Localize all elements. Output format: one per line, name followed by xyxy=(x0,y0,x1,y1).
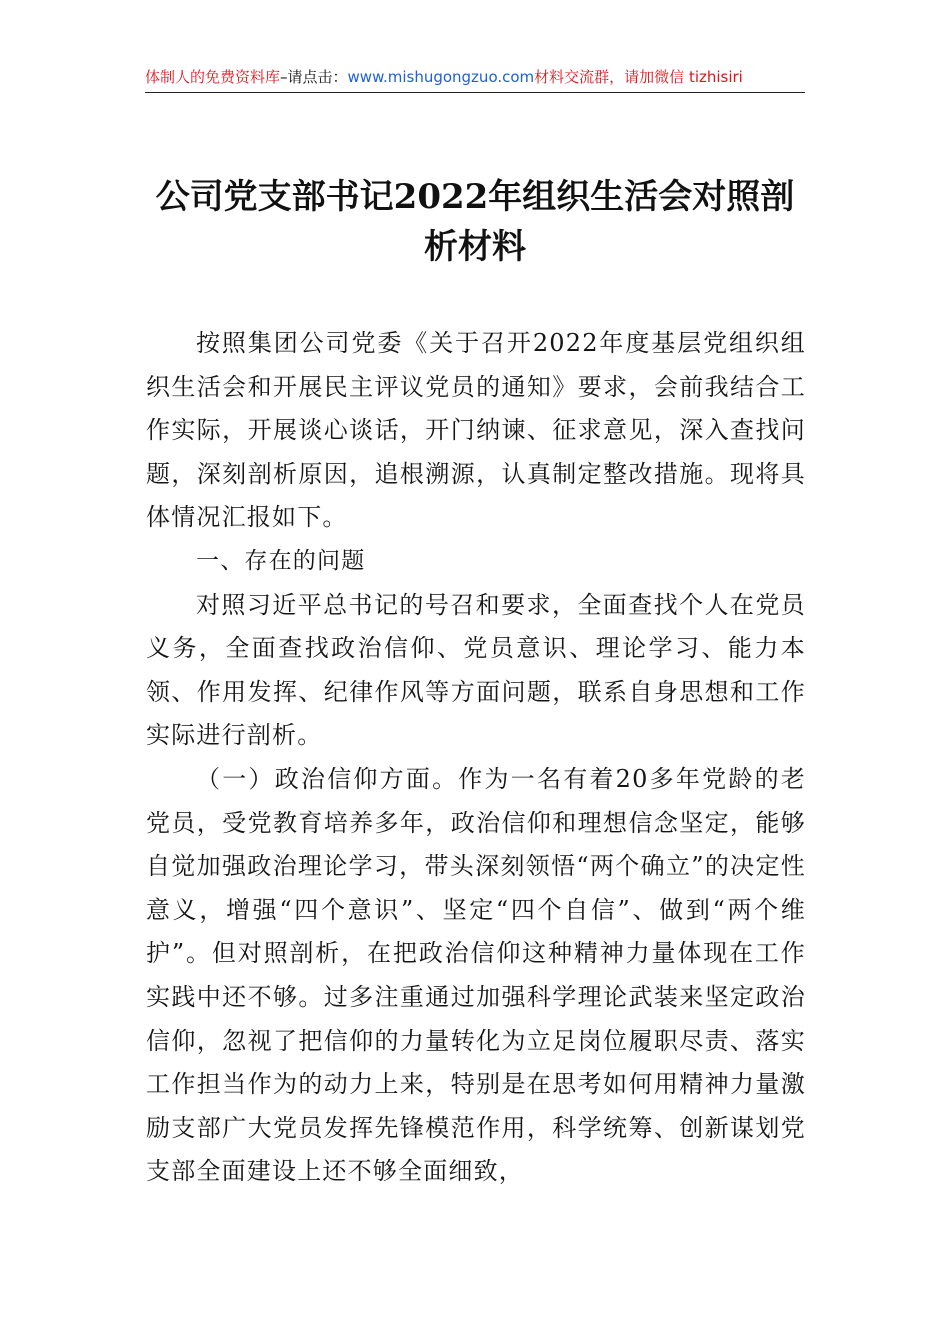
header-prompt: –请点击： xyxy=(280,68,348,86)
paragraph-intro: 按照集团公司党委《关于召开2022年度基层党组织组织生活会和开展民主评议党员的通知》要求，会前我结合工作实际，开展谈心谈话，开门纳谏、征求意见，深入查找问题，深刻剖析原因，追根溯源，认真制定整改措施。现将具体情况汇报如下。 xyxy=(146,329,806,532)
header-wechat-note: 材料交流群，请加微信 tizhisiri xyxy=(534,68,743,86)
page-header xyxy=(145,66,805,93)
paragraph-section-intro: 对照习近平总书记的号召和要求，全面查找个人在党员义务，全面查找政治信仰、党员意识、理论学习、能力本领、作用发挥、纪律作风等方面问题，联系自身思想和工作实际进行剖析。 xyxy=(146,590,806,750)
document-title: 公司党支部书记2022年组织生活会对照剖析材料 xyxy=(155,177,795,267)
header-site-link[interactable]: www.mishugongzuo.com xyxy=(347,68,535,86)
header-site-name: 体制人的免费资料库 xyxy=(145,68,281,86)
document-body xyxy=(146,322,806,1194)
section-heading-problems: 一、存在的问题 xyxy=(196,547,366,574)
paragraph-political-belief: （一）政治信仰方面。作为一名有着20多年党龄的老党员，受党教育培养多年，政治信仰和理想信念坚定，能够自觉加强政治理论学习，带头深刻领悟“两个确立”的决定性意义，增强“四个意识”、坚定“四个自信”、做到“两个维护”。但对照剖析，在把政治信仰这种精神力量体现在工作实践中还不够。过多注重通过加强科学理论武装来坚定政治信仰，忽视了把信仰的力量转化为立足岗位履职尽责、落实工作担当作为的动力上来，特别是在思考如何用精神力量激励支部广大党员发挥先锋模范作用，科学统筹、创新谋划党支部全面建设上还不够全面细致， xyxy=(146,764,806,1186)
